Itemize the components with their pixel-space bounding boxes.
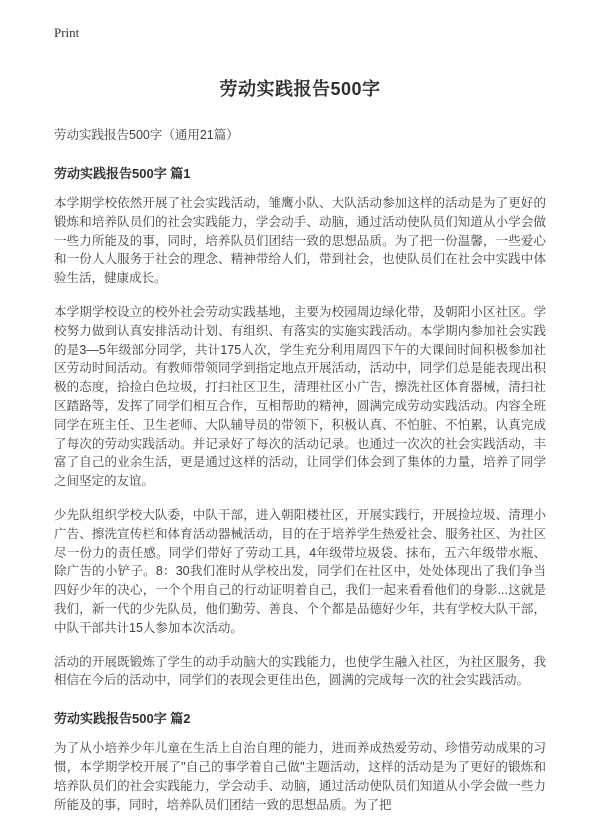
- paragraph: 为了从小培养少年儿童在生活上自治自理的能力，进而养成热爱劳动、珍惜劳动成果的习惯，本学期学校开展了"自己的事学着自己做"主题活动，这样的活动是为了更好的锻炼和培养队员们的社会实践能力，学会动手、动脑，通过活动使队员们知道从小学会做一些力所能及的事，同时，培养队员们团结一致的思想品质。为了把: [54, 741, 546, 812]
- doc-subtitle: 劳动实践报告500字（通用21篇）: [54, 128, 239, 142]
- section-1: [54, 163, 546, 690]
- paragraph: 少先队组织学校大队委，中队干部，进入朝阳楼社区，开展实践行，开展捡垃圾、清理小广告、擦洗宣传栏和体育活动器械活动，目的在于培养学生热爱社会、服务社区、为社区尽一份力的责任感。同学们带好了劳动工具，4年级带垃圾袋、抹布，五六年级带水瓶、除广告的小铲子。8：30我们准时从学校出发，同学们在社区中，处处体现出了我们争当四好少年的决心，一个个用自己的行动证明着自己，我们一起来看看他们的身影...这就是我们，新一代的少先队员，他们勤劳、善良、个个都是品德好少年，共有学校大队干部，中队干部共计15人参加本次活动。: [54, 507, 546, 635]
- paragraph: 本学期学校依然开展了社会实践活动，雏鹰小队、大队活动参加这样的活动是为了更好的锻炼和培养队员们的社会实践能力，学会动手、动脑，通过活动使队员们知道从小学会做一些力所能及的事，同时，培养队员们团结一致的思想品质。为了把一份温馨，一些爱心和一份人人服务于社会的理念、精神带给人们，带到社会，也使队员们在社会中实践中体验生活，健康成长。: [54, 196, 546, 286]
- paragraph: 活动的开展既锻炼了学生的动手动脑大的实践能力，也使学生融入社区，为社区服务，我相信在今后的活动中，同学们的表现会更佳出色，圆满的完成每一次的社会实践活动。: [54, 654, 546, 688]
- page-title: 劳动实践报告500字: [219, 79, 381, 99]
- print-link[interactable]: Print: [54, 25, 80, 40]
- section-1-heading: 劳动实践报告500字 篇1: [54, 166, 191, 181]
- section-2-heading: 劳动实践报告500字 篇2: [54, 711, 191, 727]
- paragraph: 本学期学校设立的校外社会劳动实践基地，主要为校园周边绿化带，及朝阳小区社区。学校努力做到认真安排活动计划、有组织、有落实的实施实践活动。本学期内参加社会实践的是3—5年级部分同学，共计175人次，学生充分利用周四下午的大课间时间积极参加社区劳动时间活动。有教师带领同学到指定地点开展活动，活动中，同学们总是能表现出积极的态度，拾捡白色垃圾，打扫社区卫生，清理社区小广告，擦洗社区体育器械，清扫社区踏路等，发挥了同学们相互合作，互相帮助的精神，圆满完成劳动实践活动。内容全班同学在班主任、卫生老师、大队辅导员的带领下，积极认真、不怕脏、不怕累，认真完成了每次的劳动实践活动。并记录好了每次的活动记录。也通过一次次的社会实践活动，丰富了自己的业余生活，更是通过这样的活动，让同学们体会到了集体的力量，培养了同学之间坚定的友谊。: [54, 304, 546, 489]
- section-2: [54, 708, 546, 814]
